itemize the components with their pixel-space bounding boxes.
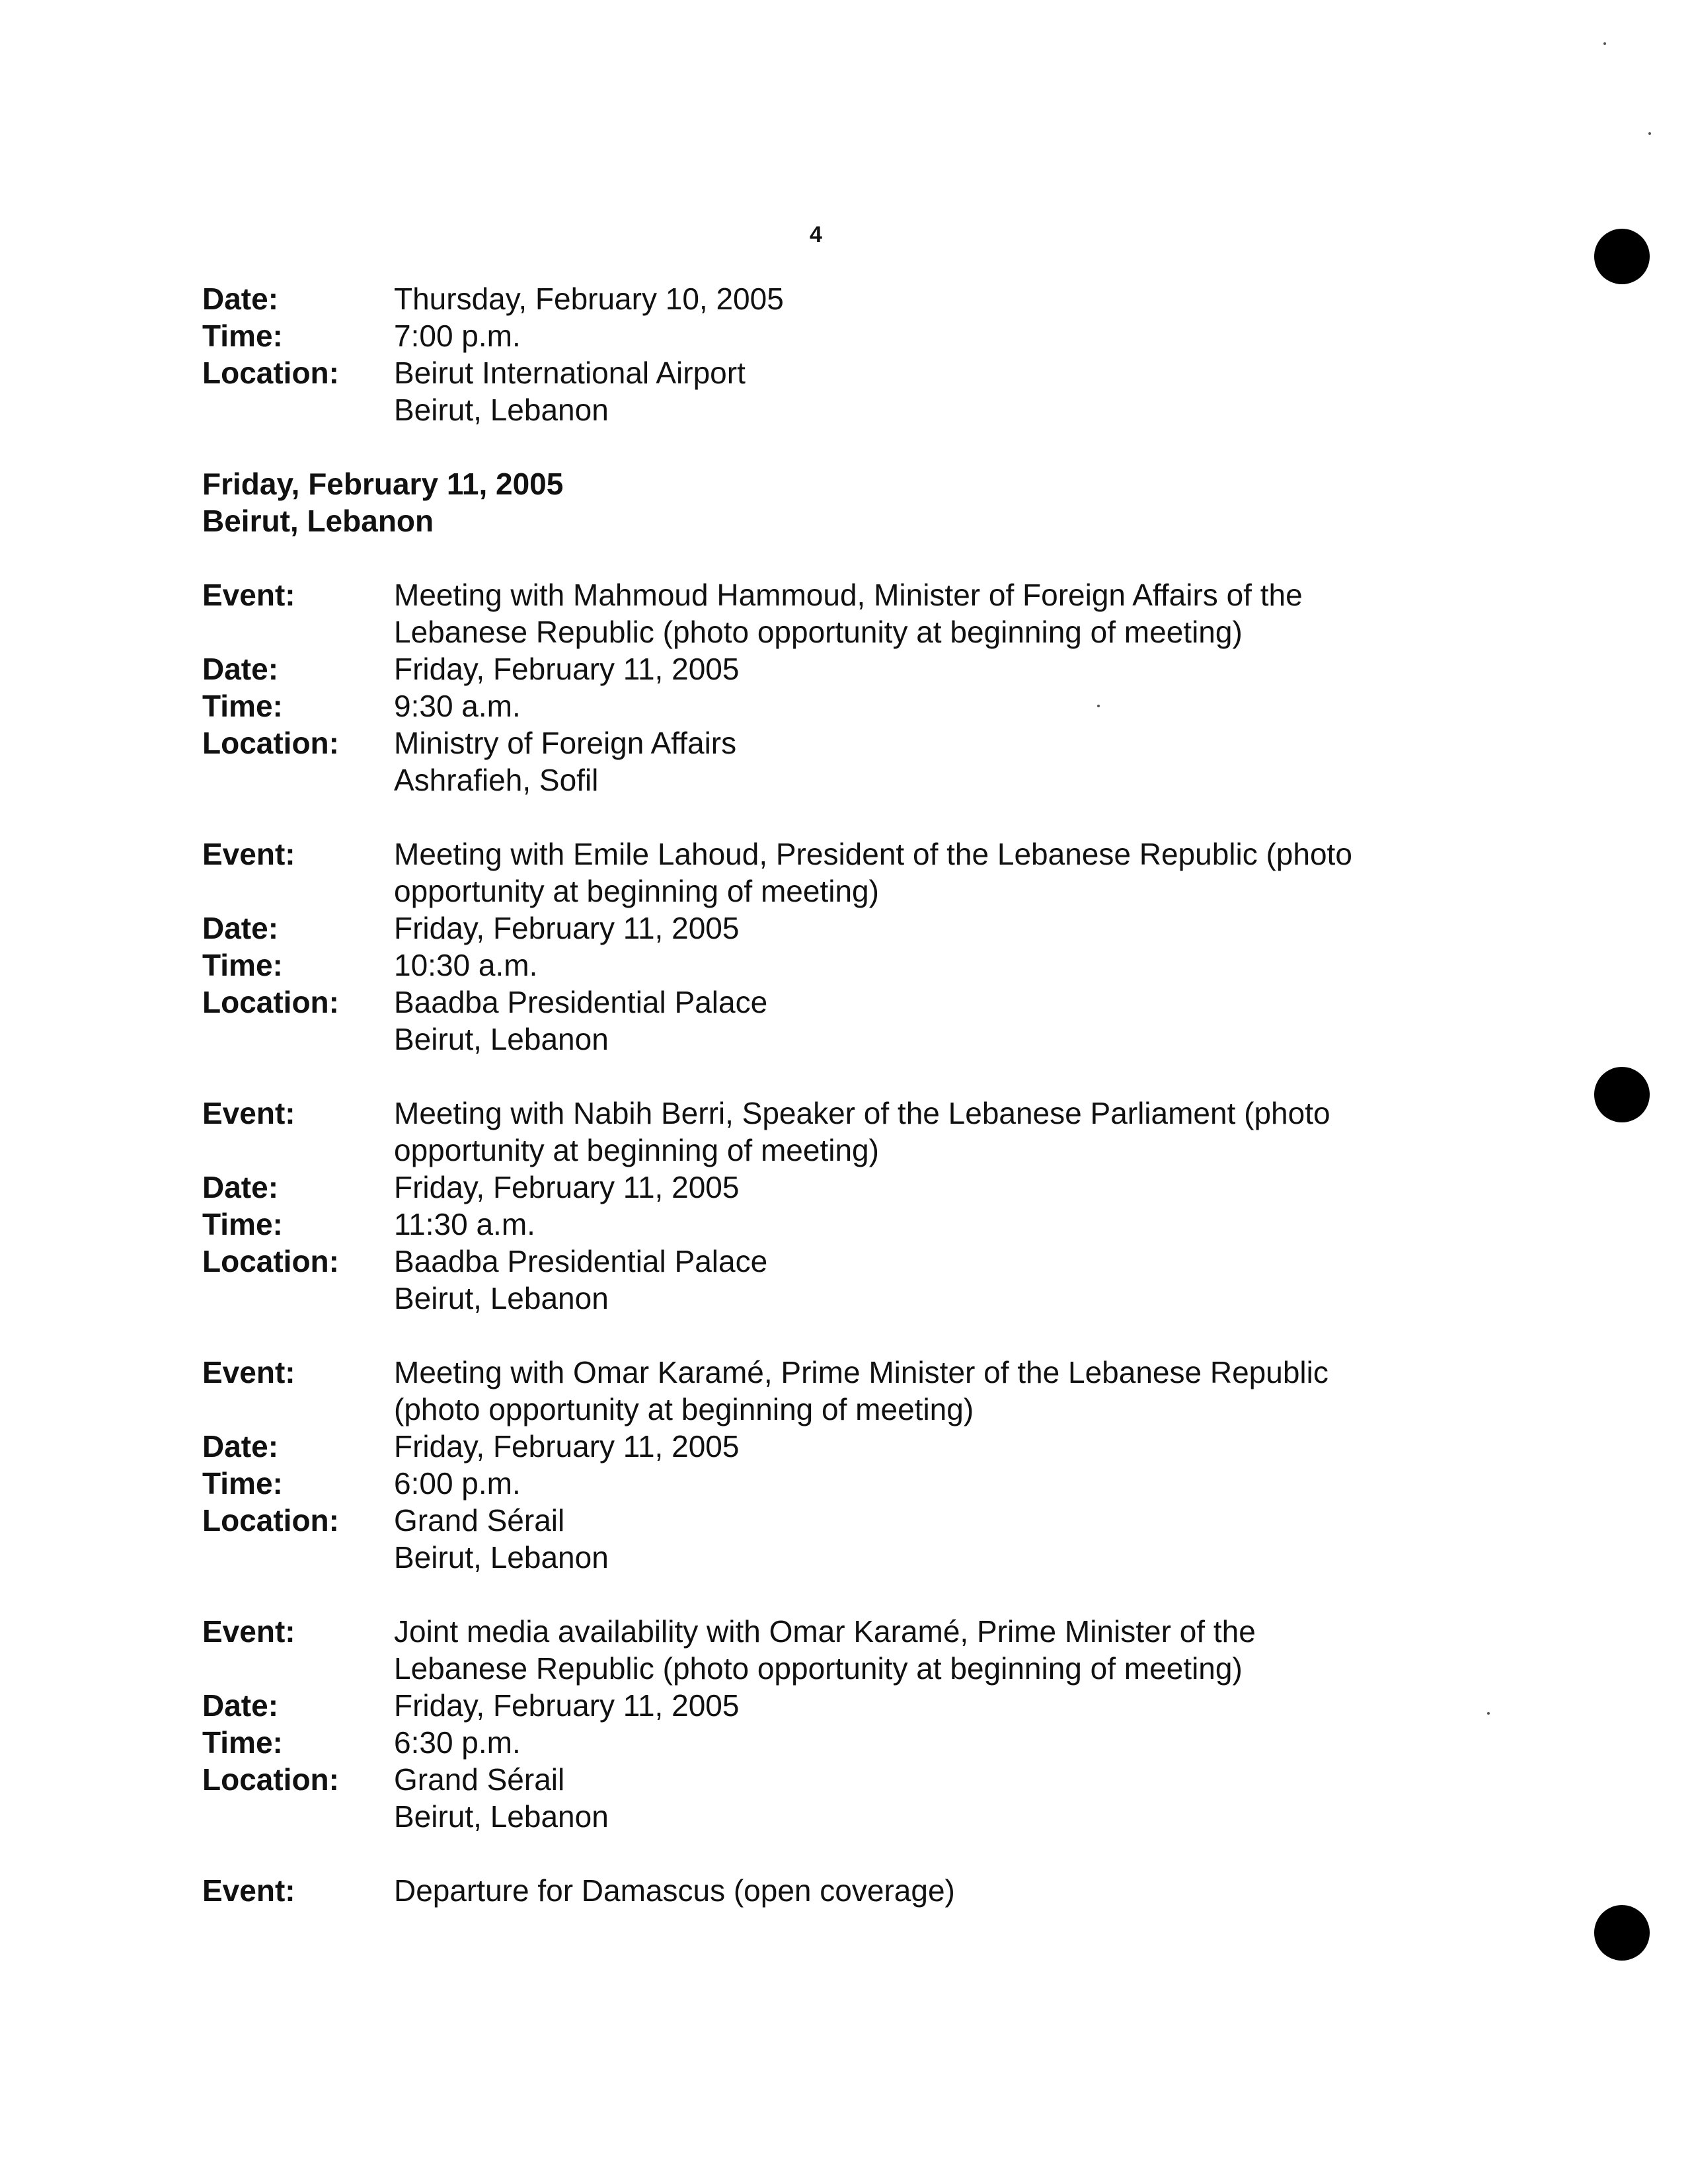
location-label: Location: [202,726,339,760]
event-row [202,1613,1458,1687]
arrival-block [202,280,1458,428]
location-value [394,354,1458,428]
event-label: Event: [202,1614,295,1649]
event-description [394,1613,1458,1687]
time-value: 9:30 a.m. [394,689,521,723]
day-heading-date: Friday, February 11, 2005 [202,467,564,501]
time-value: 6:30 p.m. [394,1725,521,1760]
event-label: Event: [202,1355,295,1389]
event-date-row [202,1687,1458,1724]
time-label: Time: [202,319,283,353]
page-number: 4 [810,222,822,247]
location-line: Grand Sérail [394,1762,565,1797]
location-line: Beirut, Lebanon [394,393,609,427]
location-line: Beirut, Lebanon [394,1281,609,1315]
event-location-row [202,984,1458,1058]
punch-hole-middle [1594,1067,1650,1122]
location-label: Location: [202,1762,339,1797]
date-label: Date: [202,652,279,686]
location-line: Beirut, Lebanon [394,1799,609,1834]
event-description [394,576,1458,650]
event-block [202,836,1458,1058]
schedule-content [202,280,1458,1909]
event-location-row [202,1243,1458,1317]
event-date-row [202,910,1458,947]
date-label: Date: [202,1170,279,1204]
event-line: Joint media availability with Omar Karamé, Prime Minister of the [394,1614,1256,1649]
event-line: Meeting with Emile Lahoud, President of the Lebanese Republic (photo [394,837,1352,871]
time-value: 11:30 a.m. [394,1207,535,1241]
event-line: Meeting with Omar Karamé, Prime Minister of the Lebanese Republic [394,1355,1328,1389]
scan-speck [1487,1712,1490,1715]
event-block [202,1095,1458,1317]
date-label: Date: [202,911,279,945]
scan-speck [1648,132,1651,135]
event-line: (photo opportunity at beginning of meeting) [394,1392,974,1426]
event-line: Lebanese Republic (photo opportunity at beginning of meeting) [394,615,1243,649]
time-label: Time: [202,1207,283,1241]
location-line: Grand Sérail [394,1503,565,1538]
punch-hole-top [1594,229,1650,284]
location-line: Ashrafieh, Sofil [394,763,599,797]
date-value: Thursday, February 10, 2005 [394,282,784,316]
location-label: Location: [202,985,339,1019]
event-line: Meeting with Mahmoud Hammoud, Minister of Foreign Affairs of the [394,578,1303,612]
arrival-date-row [202,280,1458,317]
event-date-row [202,1169,1458,1206]
location-line: Baadba Presidential Palace [394,985,768,1019]
event-block [202,1613,1458,1835]
date-value: Friday, February 11, 2005 [394,1688,740,1723]
location-value [394,1243,1458,1317]
event-line: opportunity at beginning of meeting) [394,1133,879,1167]
event-time-row [202,687,1458,724]
event-row [202,576,1458,650]
location-value [394,724,1458,799]
time-label: Time: [202,948,283,982]
event-date-row [202,650,1458,687]
location-line: Baadba Presidential Palace [394,1244,768,1278]
time-label: Time: [202,689,283,723]
event-block [202,576,1458,799]
event-description: Departure for Damascus (open coverage) [394,1873,955,1908]
location-value [394,1502,1458,1576]
event-description [394,1095,1458,1169]
event-line: Meeting with Nabih Berri, Speaker of the Lebanese Parliament (photo [394,1096,1330,1130]
location-label: Location: [202,356,339,390]
location-label: Location: [202,1503,339,1538]
event-row [202,1354,1458,1428]
event-location-row [202,1761,1458,1835]
date-value: Friday, February 11, 2005 [394,911,740,945]
event-description [394,836,1458,910]
time-value: 10:30 a.m. [394,948,538,982]
punch-hole-bottom [1594,1905,1650,1961]
event-time-row [202,1206,1458,1243]
event-time-row [202,1724,1458,1761]
time-value: 7:00 p.m. [394,319,521,353]
date-label: Date: [202,1688,279,1723]
location-line: Beirut, Lebanon [394,1022,609,1056]
arrival-time-row [202,317,1458,354]
event-row [202,836,1458,910]
event-date-row [202,1428,1458,1465]
event-line: opportunity at beginning of meeting) [394,874,879,908]
event-location-row [202,1502,1458,1576]
time-value: 6:00 p.m. [394,1466,521,1501]
date-value: Friday, February 11, 2005 [394,1429,740,1463]
event-label: Event: [202,837,295,871]
event-line: Lebanese Republic (photo opportunity at beginning of meeting) [394,1651,1243,1686]
time-label: Time: [202,1466,283,1501]
date-value: Friday, February 11, 2005 [394,652,740,686]
event-row [202,1095,1458,1169]
date-label: Date: [202,1429,279,1463]
day-heading [202,465,1458,539]
time-label: Time: [202,1725,283,1760]
event-block [202,1354,1458,1576]
date-value: Friday, February 11, 2005 [394,1170,740,1204]
event-time-row [202,1465,1458,1502]
location-line: Beirut International Airport [394,356,746,390]
location-label: Location: [202,1244,339,1278]
arrival-location-row [202,354,1458,428]
location-line: Beirut, Lebanon [394,1540,609,1575]
scan-speck [1603,42,1606,45]
event-label: Event: [202,1873,295,1908]
final-event-row [202,1872,1458,1909]
event-time-row [202,947,1458,984]
event-description [394,1354,1458,1428]
location-value [394,984,1458,1058]
day-heading-place: Beirut, Lebanon [202,504,434,538]
event-label: Event: [202,578,295,612]
event-location-row [202,724,1458,799]
date-label: Date: [202,282,279,316]
event-label: Event: [202,1096,295,1130]
location-line: Ministry of Foreign Affairs [394,726,737,760]
location-value [394,1761,1458,1835]
